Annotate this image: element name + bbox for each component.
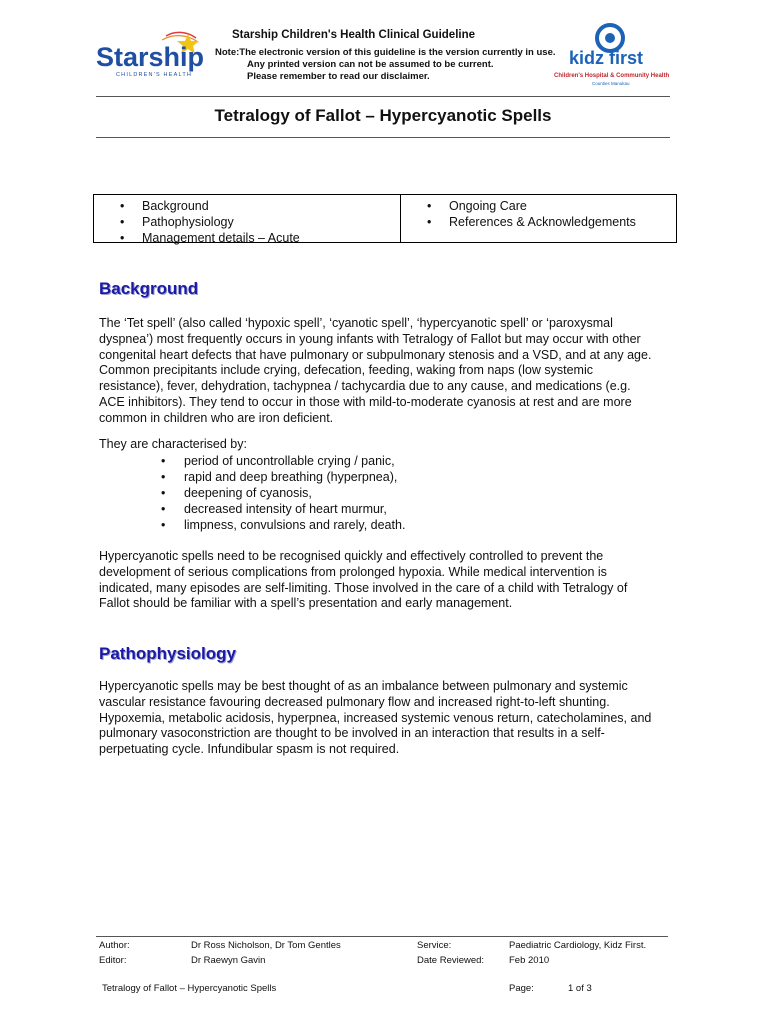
author-label: Author: [99, 940, 130, 951]
footer-row-author [99, 940, 659, 954]
pathophysiology-heading: Pathophysiology [99, 644, 236, 663]
guideline-title: Starship Children's Health Clinical Guideline [232, 29, 476, 41]
kidz-first-logo [548, 22, 676, 90]
list-item: • decreased intensity of heart murmur, [99, 501, 659, 517]
editor-label: Editor: [99, 955, 127, 966]
contents-item-management[interactable]: • Management details – Acute [94, 230, 400, 246]
author-value: Dr Ross Nicholson, Dr Tom Gentles [191, 940, 341, 951]
date-reviewed-value: Feb 2010 [509, 955, 550, 966]
list-item: • period of uncontrollable crying / panic, [99, 453, 659, 469]
contents-item-references[interactable]: • References & Acknowledgements [401, 214, 676, 230]
list-item: • rapid and deep breathing (hyperpnea), [99, 469, 659, 485]
service-label: Service: [417, 940, 452, 951]
characteristics-list [99, 453, 659, 533]
editor-value: Dr Raewyn Gavin [191, 955, 266, 966]
contents-item-pathophysiology[interactable]: • Pathophysiology [94, 214, 400, 230]
list-item: • limpness, convulsions and rarely, death. [99, 517, 659, 533]
recognition-paragraph [99, 549, 659, 612]
starship-logo [96, 30, 208, 80]
footer-rule [96, 936, 668, 937]
background-paragraph [99, 316, 659, 427]
service-value: Paediatric Cardiology, Kidz First. [509, 940, 647, 951]
list-item: • deepening of cyanosis, [99, 485, 659, 501]
background-text: The ‘Tet spell’ (also called ‘hypoxic spell’, ‘cyanotic spell’, ‘hypercyanotic spell’ or ‘paroxysmal dyspnea’) most frequently occurs in young infants with Tetralogy of Fallot but may occur with other congenital heart defects that have pulmonary or subpulmonary stenosis and a VSD, and at any age. Common precipitants include crying, defecation, feeding, waking from naps (low systemic resistance), fever, dehydration, tachypnea / tachycardia due to any cause, and medications (e.g. ACE inhibitors). They tend to occur in those with mild-to-moderate cyanosis at rest and are more common in children who are iron deficient. [99, 316, 652, 425]
recognition-text: Hypercyanotic spells need to be recognised quickly and effectively controlled to prevent the development of serious complications from prolonged hypoxia. While medical intervention is indicated, many episodes are self-limiting. Those involved in the care of a child with Tetralogy of Fallot should be familiar with a spell’s presentation and early management. [99, 549, 628, 611]
svg-text:Children's Hospital & Communit: Children's Hospital & Community Health [554, 73, 670, 79]
pathophysiology-text: Hypercyanotic spells may be best thought of as an imbalance between pulmonary and systemic vascular resistance favouring decreased pulmonary flow and increased right-to-left shunting. Hypoxemia, metabolic acidosis, hyperpnea, increased systemic venous return, catecholamines, and pulmonary vasoconstriction are thought to be involved in an interaction that results in a self-perpetuating cycle. Infundibular spasm is not required. [99, 679, 652, 757]
footer-doc-name: Tetralogy of Fallot – Hypercyanotic Spells [102, 983, 277, 994]
version-note [215, 47, 556, 83]
svg-text:kidz first: kidz first [569, 48, 644, 68]
footer-row-page [99, 983, 659, 997]
background-heading: Background [99, 279, 199, 298]
characterised-intro: They are characterised by: [99, 437, 247, 451]
date-reviewed-label: Date Reviewed: [417, 955, 485, 966]
contents-column-right [401, 195, 676, 242]
note-line-1: Note:The electronic version of this guideline is the version currently in use. [215, 47, 556, 58]
note-line-3: Please remember to read our disclaimer. [247, 71, 430, 82]
contents-item-background[interactable]: • Background [94, 198, 400, 214]
note-line-2: Any printed version can not be assumed to be current. [247, 59, 494, 70]
svg-text:Counties Manukau: Counties Manukau [592, 81, 630, 86]
contents-item-ongoing-care[interactable]: • Ongoing Care [401, 198, 676, 214]
header-rule-bottom [96, 137, 670, 138]
document-title: Tetralogy of Fallot – Hypercyanotic Spells [214, 106, 552, 125]
pathophysiology-paragraph [99, 679, 659, 758]
contents-column-left [94, 195, 401, 245]
footer-row-editor [99, 955, 659, 969]
page-label: Page: [509, 983, 534, 994]
svg-text:Starship: Starship [96, 42, 205, 72]
page-number: 1 of 3 [568, 983, 592, 994]
header-rule-top [96, 96, 670, 97]
contents-table [93, 194, 677, 243]
svg-text:CHILDREN'S HEALTH: CHILDREN'S HEALTH [116, 72, 193, 78]
